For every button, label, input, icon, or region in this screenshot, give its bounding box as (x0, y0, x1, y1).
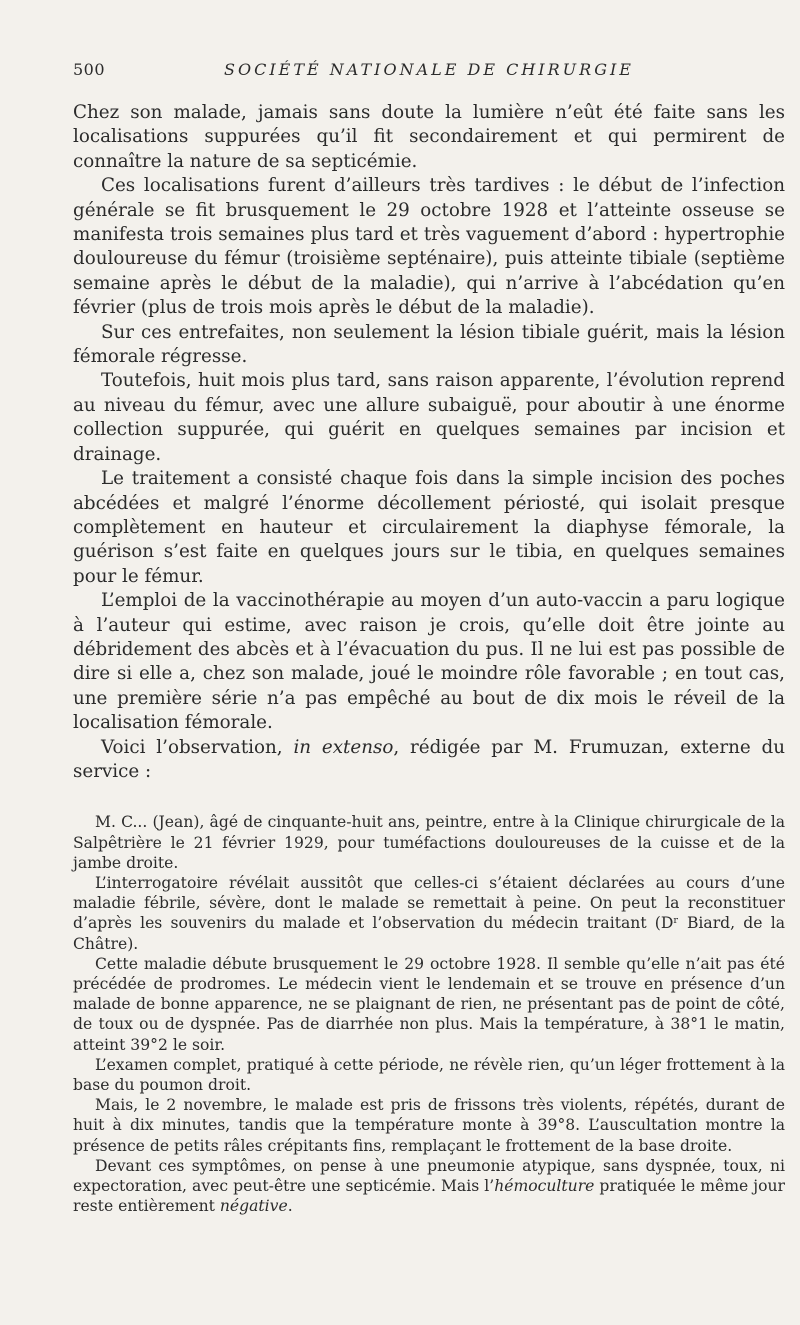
observation-paragraph: M. C... (Jean), âgé de cinquante-huit ans, peintre, entre à la Clinique chirurgicale de la Salpêtrière le 21 février 1929, pour tuméfactions douloureuses de la cuisse et de la jambe droite. (73, 813, 785, 872)
intro-text-after: , rédigée par M. Frumuzan, externe du service : (73, 736, 786, 782)
intro-italic: in extenso (293, 736, 394, 758)
observation-paragraph: Cette maladie débute brusquement le 29 octobre 1928. Il semble qu’elle n’ait pas été précédée de prodromes. Le médecin vient le lendemain et se trouve en présence d’un malade de bonne apparence, ne se plaignant de rien, ne présentant pas de point de côté, de toux ou de dyspnée. Pas de diarrhée non plus. Mais la température, à 38°1 le matin, atteint 39°2 le soir. (73, 954, 785, 1054)
body-paragraph: Chez son malade, jamais sans doute la lumière n’eût été faite sans les localisations suppurées qu’il fit secondairement et qui permirent de connaître la nature de sa septicémie. (73, 102, 785, 172)
last-italic-negative: négative (219, 1197, 288, 1216)
observation-paragraph: L’examen complet, pratiqué à cette période, ne révèle rien, qu’un léger frottement à la base du poumon droit. (73, 1055, 785, 1095)
observation-paragraph: L’interrogatoire révélait aussitôt que celles-ci s’étaient déclarées au cours d’une maladie fébrile, sévère, dont le malade se remettait à peine. On peut la reconstituer d’après les souvenirs du malade et l’observation du médecin traitant (Dʳ Biard, de la Châtre). (73, 873, 785, 953)
observation-section (73, 812, 785, 1216)
body-paragraph: Le traitement a consisté chaque fois dans la simple incision des poches abcédées et malgré l’énorme décollement périosté, qui isolait presque complètement en hauteur et circulairement la diaphyse fémorale, la guérison s’est faite en quelques jours sur le tibia, en quelques semaines pour le fémur. (73, 468, 785, 587)
last-italic-hemoculture: hémoculture (494, 1177, 595, 1196)
body-paragraph: Sur ces entrefaites, non seulement la lésion tibiale guérit, mais la lésion fémorale régresse. (73, 321, 785, 368)
body-paragraph: L’emploi de la vaccinothérapie au moyen d’un auto-vaccin a paru logique à l’auteur qui estime, avec raison je crois, qu’elle doit être jointe au débridement des abcès et à l’évacuation du pus. Il ne lui est pas possible de dire si elle a, chez son malade, joué le moindre rôle favorable ; en tout cas, une première série n’a pas empêché au bout de dix mois le réveil de la localisation fémorale. (73, 590, 785, 734)
running-title: SOCIÉTÉ NATIONALE DE CHIRURGIE (224, 60, 634, 79)
page-number: 500 (73, 60, 106, 79)
body-paragraph: Toutefois, huit mois plus tard, sans raison apparente, l’évolution reprend au niveau du fémur, avec une allure subaiguë, pour aboutir à une énorme collection suppurée, qui guérit en quelques semaines par incision et drainage. (73, 370, 785, 465)
last-text-after: . (287, 1197, 293, 1216)
intro-text-before: Voici l’observation, (101, 736, 294, 758)
observation-paragraph: Mais, le 2 novembre, le malade est pris de frissons très violents, répétés, durant de huit à dix minutes, tandis que la température monte à 39°8. L’auscultation montre la présence de petits râles crépitants fins, remplaçant le frottement de la base droite. (73, 1096, 785, 1155)
last-text-before: Devant ces symptômes, on pense à une pneumonie atypique, sans dyspnée, toux, ni expectoration, avec peut-être une septicémie. Mais l’ (73, 1156, 785, 1196)
last-text-middle: pratiquée le même jour reste entièrement (73, 1177, 785, 1216)
body-paragraph: Ces localisations furent d’ailleurs très tardives : le début de l’infection générale se fit brusquement le 29 octobre 1928 et l’atteinte osseuse se manifesta trois semaines plus tard et très vaguement d’abord : hypertrophie douloureuse du fémur (troisième septénaire), puis atteinte tibiale (septième semaine après le début de la maladie), qui n’arrive à l’abcédation qu’en février (plus de trois mois après le début de la maladie). (73, 175, 785, 319)
page-header (73, 60, 785, 79)
document-page (73, 60, 785, 1216)
intro-observation-paragraph (73, 736, 785, 785)
observation-paragraph-last (73, 1156, 785, 1217)
